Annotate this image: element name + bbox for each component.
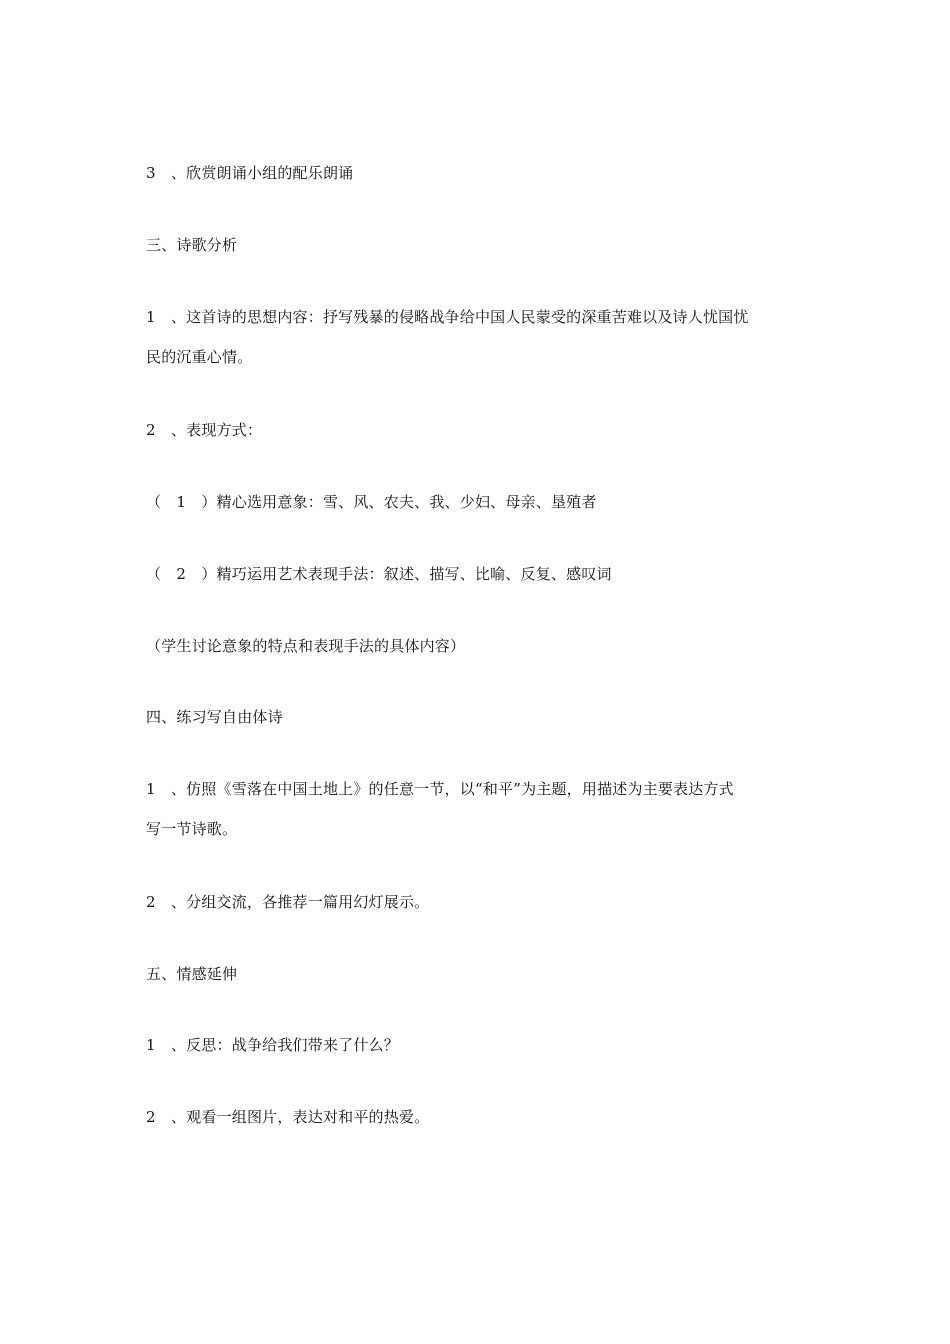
item-2-group-exchange: 2 、分组交流，各推荐一篇用幻灯展示。 [146, 893, 430, 911]
section-heading-emotion-extension: 五、情感延伸 [146, 965, 238, 983]
section-heading-poetry-analysis: 三、诗歌分析 [146, 236, 238, 254]
item-1-reflection: 1 、反思：战争给我们带来了什么？ [146, 1036, 399, 1054]
item-2-view-pictures: 2 、观看一组图片，表达对和平的热爱。 [146, 1108, 430, 1126]
section-heading-free-verse: 四、练习写自由体诗 [146, 708, 283, 726]
item-1-theme-line-2: 民的沉重心情。 [146, 348, 253, 366]
item-2-expression: 2 、表现方式： [146, 421, 263, 439]
subitem-1-imagery: （ 1 ）精心选用意象：雪、风、农夫、我、少妇、母亲、垦殖者 [146, 493, 597, 511]
subitem-2-techniques: （ 2 ）精巧运用艺术表现手法：叙述、描写、比喻、反复、感叹词 [146, 565, 612, 583]
student-discussion-note: （学生讨论意象的特点和表现手法的具体内容） [146, 637, 466, 655]
item-1-imitate-line-2: 写一节诗歌。 [146, 820, 238, 838]
item-3-recitation: 3 、欣赏朗诵小组的配乐朗诵 [146, 164, 354, 182]
item-1-theme-line-1: 1 、这首诗的思想内容：抒写残暴的侵略战争给中国人民蒙受的深重苦难以及诗人忧国忧 [146, 308, 749, 326]
item-1-imitate-line-1: 1 、仿照《雪落在中国土地上》的任意一节，以“和平”为主题，用描述为主要表达方式 [146, 780, 734, 798]
